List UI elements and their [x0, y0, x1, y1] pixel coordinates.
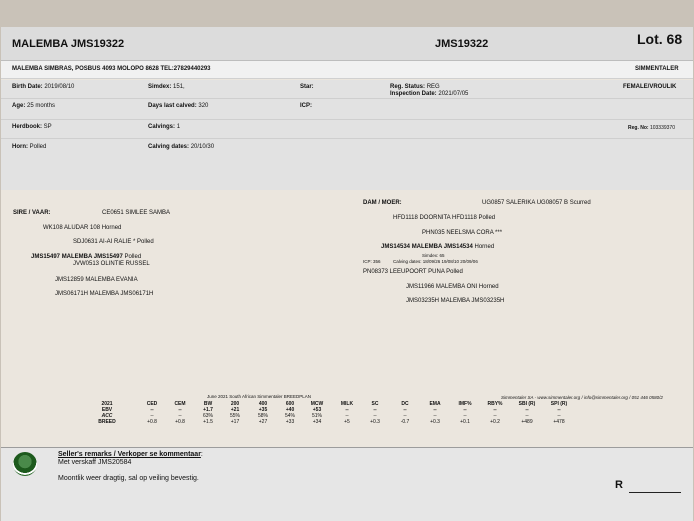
remarks-title [58, 451, 203, 458]
remarks-line-2: Moontlik weer dragtig, sal op veiling bevestig. [58, 475, 199, 482]
animal-title: MALEMBA JMS19322 [12, 38, 125, 50]
breedplan-cell-headers-7: MCW [310, 401, 324, 407]
calving-dates-value: 20/10/30 [190, 144, 215, 150]
sex-label: FEMALE/VROULIK [623, 84, 677, 90]
remarks-title-text: Seller's remarks / Verkoper se kommentaar [58, 451, 201, 458]
breedplan-cell-breed-14: +489 [521, 419, 533, 425]
breedplan-cell-breed-10: -0.7 [400, 419, 410, 425]
breedplan-cell-breed-5: +27 [258, 419, 268, 425]
breedplan-cell-breed-0: BREED [98, 419, 116, 425]
breedplan-cell-headers-4: 200 [230, 401, 240, 407]
simdex-label: Simdex: [148, 84, 172, 90]
breedplan-cell-acc-13: -- [493, 413, 497, 419]
breedplan-cell-ebv-1: -- [150, 407, 154, 413]
sire-subject [31, 254, 141, 260]
breedplan-cell-acc-0: ACC [101, 413, 113, 419]
dam-dam-dam: JMS11966 MALEMBA ONI Horned [406, 284, 499, 290]
breedplan-cell-ebv-14: -- [525, 407, 529, 413]
simdex [148, 84, 185, 90]
herdbook-value: SP [43, 124, 52, 130]
breedplan-cell-ebv-10: -- [403, 407, 407, 413]
sire-dam-dam: JMS06171H MALEMBA JMS06171H [55, 291, 154, 297]
breedplan-cell-acc-7: 51% [311, 413, 322, 419]
lot-number: Lot. 68 [637, 31, 683, 47]
breedplan-cell-ebv-12: -- [463, 407, 467, 413]
birth-value: 2019/08/10 [44, 84, 75, 90]
divider [1, 119, 693, 120]
breedplan-cell-acc-1: -- [150, 413, 154, 419]
dam-dam-dam-dam: JMS03235H MALEMBA JMS03235H [406, 298, 505, 304]
sire-name: CE0651 SIMLEE SAMBA [102, 210, 171, 216]
simdex-value: 151, [173, 84, 185, 90]
divider [1, 138, 693, 139]
breedplan-cell-ebv-0: EBV [101, 407, 113, 413]
breedplan-cell-ebv-3: +1.7 [203, 407, 213, 413]
breedplan-table [98, 401, 593, 433]
sale-sheet [1, 27, 693, 521]
breedplan-cell-breed-11: +0.3 [430, 419, 440, 425]
breedplan-cell-headers-10: DC [401, 401, 409, 407]
days-label: Days last calved: [148, 103, 197, 109]
sire-label: SIRE / VAAR: [13, 210, 51, 216]
breedplan-cell-acc-15: -- [557, 413, 561, 419]
breedplan-cell-ebv-6: +40 [285, 407, 295, 413]
breedplan-cell-breed-9: +0.3 [370, 419, 380, 425]
sire-subject-line2: JVW0513 OLINTIE RUSSEL [73, 261, 150, 267]
horn [12, 144, 46, 150]
breedplan-cell-ebv-5: +35 [258, 407, 268, 413]
reg-status-value: REG [426, 84, 440, 90]
sire-dam-sire: JMS12859 MALEMBA EVANIA [55, 277, 138, 283]
age [12, 103, 55, 109]
breedplan-cell-acc-8: -- [345, 413, 349, 419]
breed-label: SIMMENTALER [635, 66, 679, 72]
breedplan-cell-ebv-13: -- [493, 407, 497, 413]
birth-date [12, 84, 74, 90]
dam-name: UG0857 SALERIKA UG08057 B Scurred [482, 200, 591, 206]
reg-status [390, 84, 440, 90]
calving-dates-label: Calving dates: [148, 144, 190, 150]
info-block [1, 80, 693, 190]
dam-calving-dates: Calving dates: 18/09/26 19/08/10 20/09/06 [393, 259, 478, 264]
breedplan-cell-breed-8: +5 [344, 419, 350, 425]
price-line [629, 492, 681, 493]
breedplan-cell-headers-15: SPI (R) [550, 401, 568, 407]
breedplan-cell-breed-4: +17 [230, 419, 240, 425]
animal-id: JMS19322 [435, 38, 489, 50]
breedplan-contact: Simmentaler SA - www.simmentaler.org / info@simmentaler.org / 051 446 0580/2 [501, 395, 663, 400]
breedplan-cell-acc-10: -- [403, 413, 407, 419]
breedplan-cell-ebv-7: +53 [312, 407, 322, 413]
inspection-label: Inspection Date: [390, 91, 437, 97]
simmentaler-logo-icon [13, 452, 37, 476]
sire-subject-id: JMS15497 MALEMBA JMS15497 [31, 254, 123, 260]
breedplan-cell-acc-6: 54% [284, 413, 295, 419]
sire-sire: WK108 ALUDAR 108 Horned [43, 225, 122, 231]
dam-subject [381, 244, 494, 250]
sire-subject-horn: Polled [124, 254, 142, 260]
breedplan-cell-breed-1: +0.8 [147, 419, 157, 425]
horn-label: Horn: [12, 144, 28, 150]
breedplan-cell-headers-5: 400 [258, 401, 268, 407]
breedplan-cell-breed-13: +0.2 [490, 419, 500, 425]
breedplan-cell-headers-9: SC [371, 401, 379, 407]
dam-subject-horn: Horned [474, 244, 495, 250]
breedplan-cell-ebv-4: +21 [230, 407, 240, 413]
breedplan-cell-headers-11: EMA [429, 401, 441, 407]
breedplan-cell-acc-12: -- [463, 413, 467, 419]
breedplan-cell-breed-15: +478 [553, 419, 565, 425]
dam-icp: ICP: 356 [363, 259, 381, 264]
calvings-value: 1 [176, 124, 181, 130]
breedplan-cell-acc-2: -- [178, 413, 182, 419]
breedplan-cell-breed-2: +0.8 [175, 419, 185, 425]
herdbook [12, 124, 52, 130]
breedplan-cell-breed-3: +1.5 [203, 419, 213, 425]
reg-status-label: Reg. Status: [390, 84, 426, 90]
inspection-value: 2021/07/05 [438, 91, 469, 97]
breedplan-caption: June 2021 South African Simmentaler BREEDPLAN [207, 394, 312, 399]
calving-dates [148, 144, 214, 150]
horn-value: Polled [29, 144, 47, 150]
remarks-title-colon: : [200, 451, 203, 458]
breedplan-cell-acc-14: -- [525, 413, 529, 419]
breedplan-cell-headers-12: IMF% [458, 401, 472, 407]
breedplan-cell-breed-7: +34 [312, 419, 322, 425]
icp-label: ICP: [300, 103, 312, 109]
owner-line: MALEMBA SIMBRAS, POSBUS 4093 MOLOPO 8628 TEL:27829440293 [12, 66, 211, 72]
herdbook-label: Herdbook: [12, 124, 42, 130]
breedplan-cell-acc-4: 55% [229, 413, 240, 419]
breedplan-cell-ebv-15: -- [557, 407, 561, 413]
breedplan-cell-headers-14: SBI (R) [518, 401, 536, 407]
dam-sire: HFD1118 DOORNITA HFD1118 Polled [393, 215, 496, 221]
regno-value: 103339370 [649, 125, 675, 131]
dam-subject-id: JMS14534 MALEMBA JMS14534 [381, 244, 473, 250]
breedplan-cell-headers-8: MILK [340, 401, 354, 407]
breedplan-cell-acc-9: -- [373, 413, 377, 419]
regno-label: Reg. No: [628, 125, 649, 131]
calvings-label: Calvings: [148, 124, 176, 130]
sire-dam: SDJ0631 AI-AI RALIE * Polled [73, 239, 154, 245]
inspection-date [390, 91, 468, 97]
breedplan-cell-headers-3: BW [203, 401, 213, 407]
dam-dam: PHN035 NEELSMA CORA *** [422, 230, 503, 236]
breedplan-cell-headers-0: 2021 [101, 401, 113, 407]
reg-no [628, 125, 675, 131]
breedplan-cell-acc-3: 63% [202, 413, 213, 419]
days-last-calved [148, 103, 208, 109]
breedplan-cell-ebv-9: -- [373, 407, 377, 413]
breedplan-cell-headers-6: 600 [285, 401, 295, 407]
breedplan-cell-breed-12: +0.1 [460, 419, 470, 425]
breedplan-cell-ebv-11: -- [433, 407, 437, 413]
remarks-line-1: Met verskaff JMS20584 [58, 459, 132, 466]
breedplan-cell-headers-1: CED [146, 401, 158, 407]
birth-label: Birth Date: [12, 84, 43, 90]
dam-label: DAM / MOER: [363, 200, 402, 206]
breedplan-cell-ebv-8: -- [345, 407, 349, 413]
breedplan-cell-ebv-2: -- [178, 407, 182, 413]
breedplan-cell-headers-13: RBY% [487, 401, 503, 407]
divider [1, 447, 693, 448]
star-label: Star: [300, 84, 314, 90]
divider [1, 98, 693, 99]
dam-dam-sire: PN08373 LEEUPOORT PUNA Polled [363, 269, 463, 275]
breedplan-cell-headers-2: CEM [174, 401, 186, 407]
breedplan-cell-acc-11: -- [433, 413, 437, 419]
age-value: 25 months [27, 103, 56, 109]
breedplan-cell-breed-6: +33 [285, 419, 295, 425]
breedplan-cell-acc-5: 58% [257, 413, 268, 419]
calvings [148, 124, 180, 130]
age-label: Age: [12, 103, 26, 109]
dam-simdex: Simdex: 65 [422, 253, 445, 258]
days-value: 320 [198, 103, 209, 109]
price-label: R [615, 479, 623, 491]
